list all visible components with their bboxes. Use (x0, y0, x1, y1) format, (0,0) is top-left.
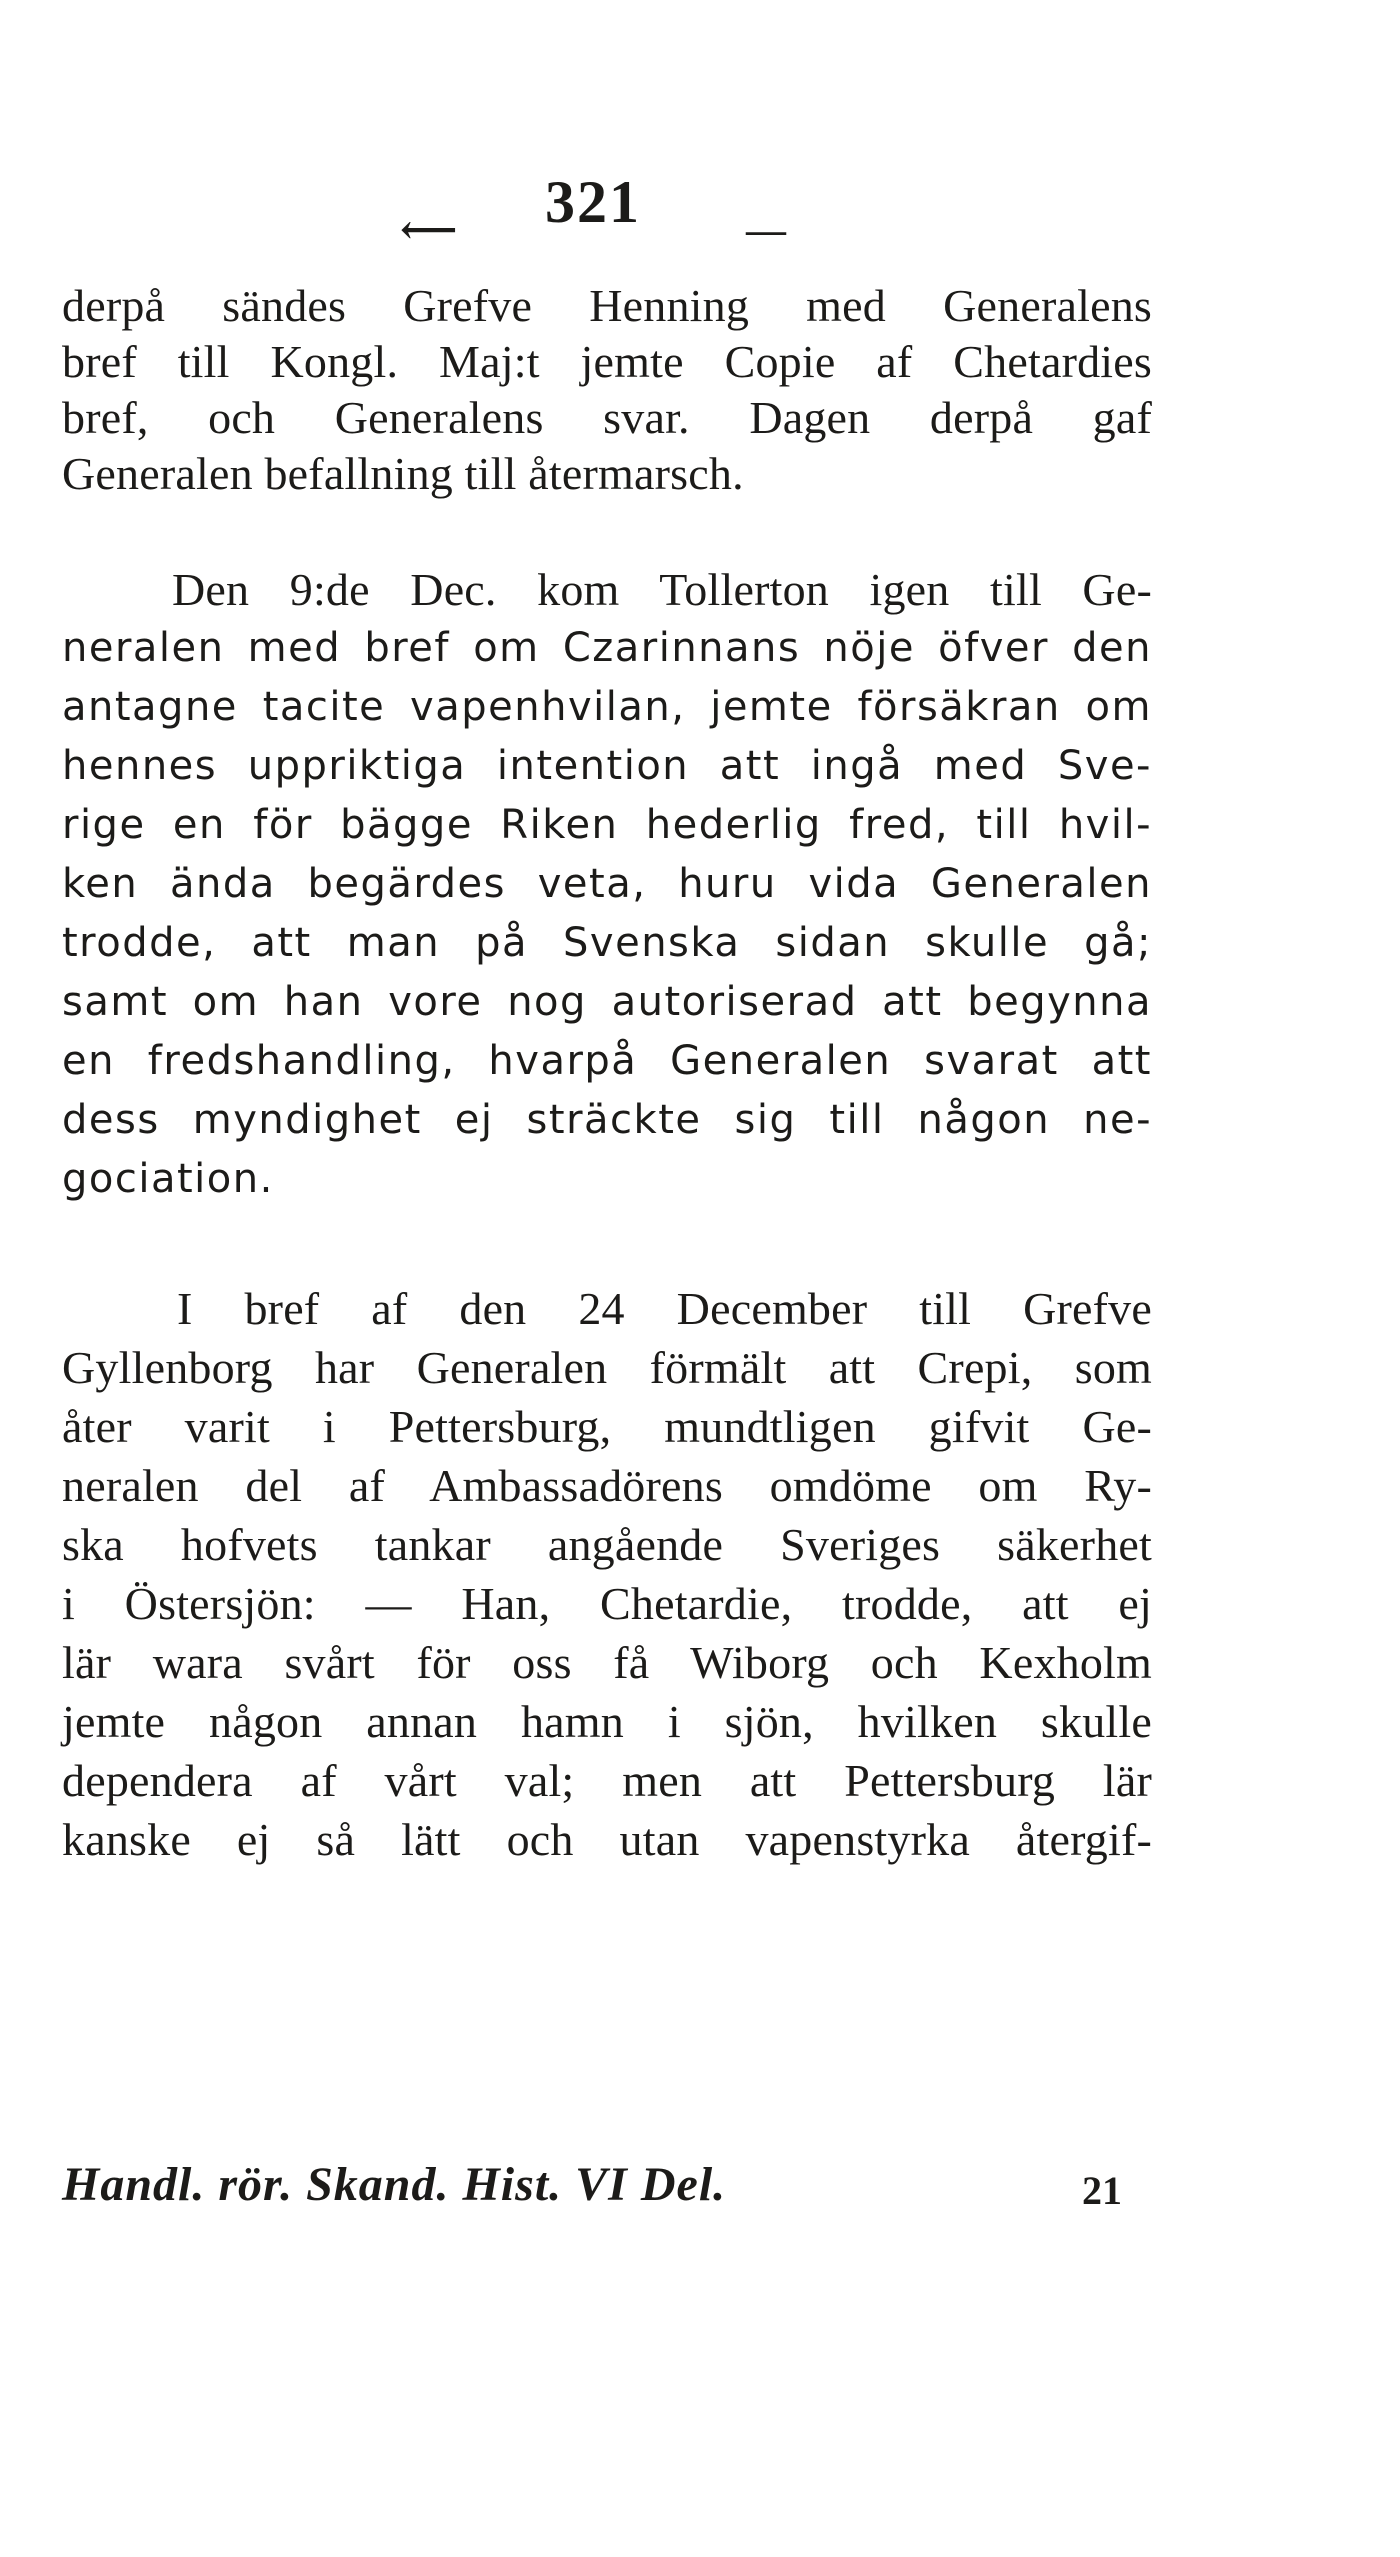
text-line: neralen del af Ambassadörens omdöme om Ry- (62, 1460, 1152, 1511)
page-header (0, 162, 1400, 252)
text-line: hennes uppriktiga intention att ingå med Sve- (62, 743, 1152, 789)
signature-title: Handl. rör. Skand. Hist. VI Del. (62, 2158, 727, 2211)
text-line: kanske ej så lätt och utan vapenstyrka återgif- (62, 1814, 1152, 1865)
text-line: Gyllenborg har Generalen förmält att Crepi, som (62, 1342, 1152, 1393)
header-dash-left: ⟵ (400, 207, 458, 252)
text-line: samt om han vore nog autoriserad att begynna (62, 979, 1152, 1025)
text-line: trodde, att man på Svenska sidan skulle gå; (62, 920, 1152, 966)
header-dash-right: — (746, 207, 786, 252)
text-line: åter varit i Pettersburg, mundtligen gifvit Ge- (62, 1401, 1152, 1452)
text-line: derpå sändes Grefve Henning med Generalens (62, 280, 1152, 331)
text-line: ska hofvets tankar angående Sveriges säkerhet (62, 1519, 1152, 1570)
signature-mark: 21 (1082, 2168, 1122, 2213)
text-line: antagne tacite vapenhvilan, jemte försäkran om (62, 684, 1152, 730)
paragraph-1 (62, 278, 1152, 502)
text-line: dess myndighet ej sträckte sig till någon ne- (62, 1097, 1152, 1143)
text-line: jemte någon annan hamn i sjön, hvilken skulle (62, 1696, 1152, 1747)
text-line: gociation. (62, 1156, 274, 1202)
body-text (62, 278, 1152, 1869)
paragraph-3 (62, 1279, 1152, 1869)
text-line: I bref af den 24 December till Grefve (177, 1283, 1152, 1334)
text-line: Den 9:de Dec. kom Tollerton igen till Ge- (172, 564, 1152, 615)
text-line: dependera af vårt val; men att Pettersburg lär (62, 1755, 1152, 1806)
text-line: ken ända begärdes veta, huru vida Generalen (62, 861, 1152, 907)
text-line: neralen med bref om Czarinnans nöje öfver den (62, 625, 1152, 671)
text-line: bref, och Generalens svar. Dagen derpå gaf (62, 392, 1152, 443)
text-line: bref till Kongl. Maj:t jemte Copie af Chetardies (62, 336, 1152, 387)
signature-line (62, 2157, 1152, 2217)
text-line: i Östersjön: — Han, Chetardie, trodde, att ej (62, 1578, 1152, 1629)
text-line: en fredshandling, hvarpå Generalen svarat att (62, 1038, 1152, 1084)
text-line: Generalen befallning till återmarsch. (62, 448, 744, 499)
text-line: lär wara svårt för oss få Wiborg och Kexholm (62, 1637, 1152, 1688)
text-line: rige en för bägge Riken hederlig fred, till hvil- (62, 802, 1152, 848)
paragraph-2 (62, 560, 1152, 1209)
page-number: 321 (545, 169, 641, 235)
